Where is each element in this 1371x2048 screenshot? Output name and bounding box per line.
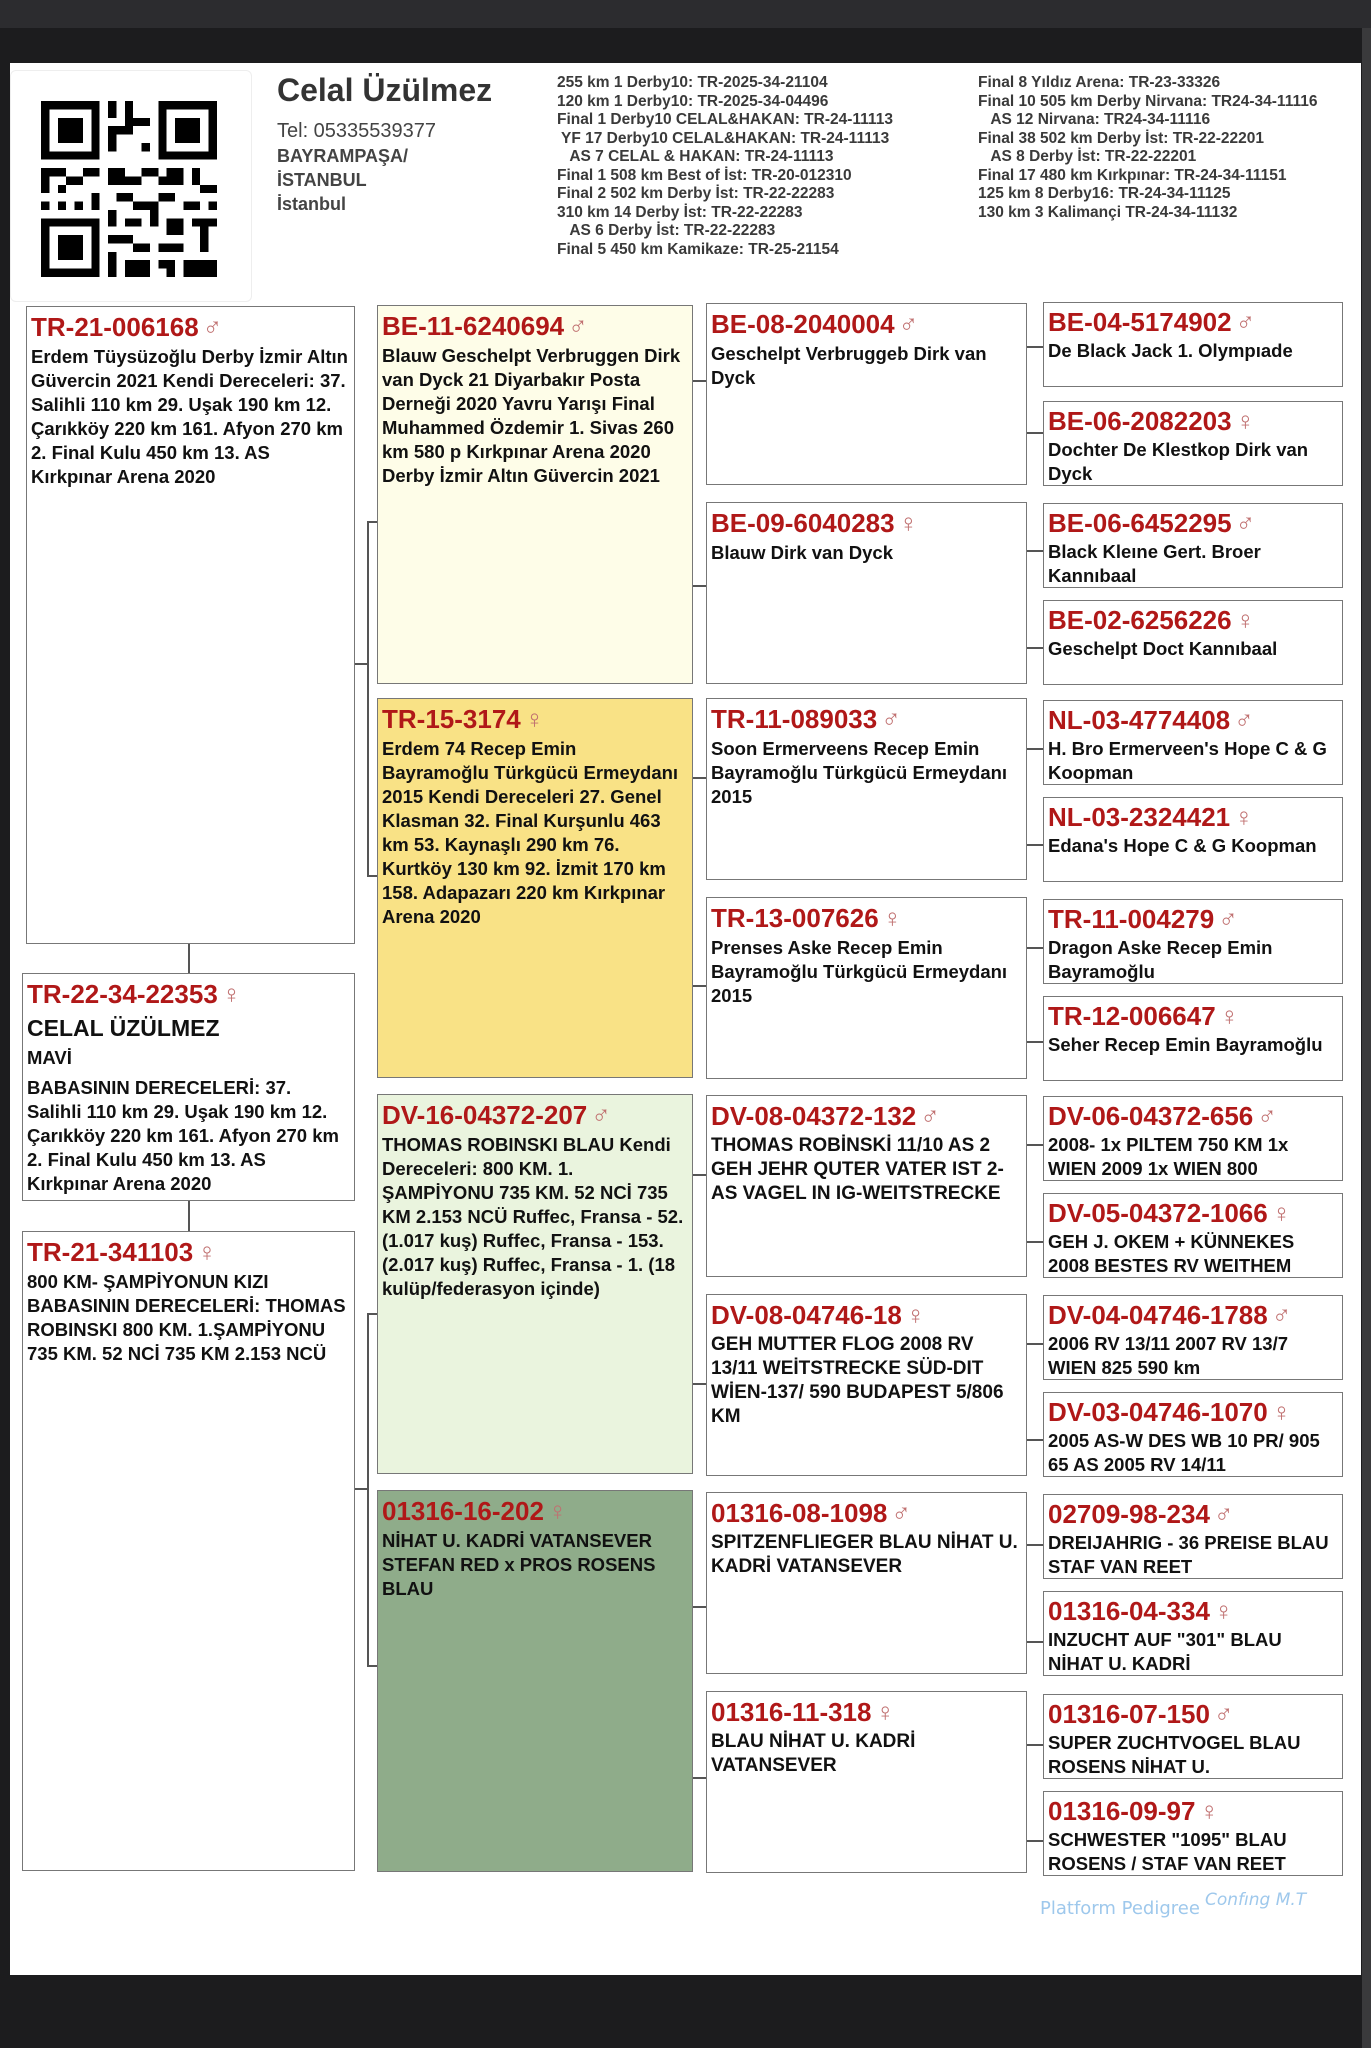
pedigree-card-gen4[interactable] bbox=[1043, 1392, 1343, 1477]
connector bbox=[188, 944, 190, 974]
pigeon-color: MAVİ bbox=[27, 1047, 72, 1068]
male-icon: ♂ bbox=[891, 1498, 911, 1528]
pedigree-card-gen4[interactable] bbox=[1043, 1791, 1343, 1876]
pedigree-card-gen3[interactable] bbox=[706, 698, 1027, 880]
pedigree-card-gen3[interactable] bbox=[706, 502, 1027, 684]
pigeon-description: INZUCHT AUF "301" BLAU NİHAT U. KADRİ bbox=[1048, 1629, 1282, 1674]
connector bbox=[1027, 947, 1043, 949]
pedigree-card-gen4[interactable] bbox=[1043, 1591, 1343, 1676]
female-icon: ♀ bbox=[1271, 1198, 1292, 1228]
ring-number: 02709-98-234 bbox=[1048, 1499, 1210, 1529]
ring-number: 01316-04-334 bbox=[1048, 1596, 1210, 1626]
pedigree-card-gen4[interactable] bbox=[1043, 1193, 1343, 1278]
result-line: Final 1 Derby10 CELAL&HAKAN: TR-24-11113 bbox=[557, 111, 893, 128]
pigeon-description: Seher Recep Emin Bayramoğlu bbox=[1048, 1034, 1323, 1055]
pigeon-description: SCHWESTER "1095" BLAU ROSENS / STAF VAN REET bbox=[1048, 1829, 1287, 1874]
connector bbox=[1027, 432, 1043, 434]
connector bbox=[355, 1488, 367, 1490]
ring-number: BE-09-6040283 bbox=[711, 508, 895, 538]
config-watermark: Confıng M.T bbox=[1205, 1890, 1307, 1910]
connector bbox=[1027, 647, 1043, 649]
pedigree-card-gen4[interactable] bbox=[1043, 600, 1343, 685]
pigeon-description: Erdem 74 Recep Emin Bayramoğlu Türkgücü Ermeydanı 2015 Kendi Dereceleri 27. Genel Klasman 32. Final Kurşunlu 463 km 53. Kaynaşlı 290 km 76. Kurtköy 130 km 92. İzmit 170 km 158. Adapazarı 220 km Kırkpınar Arena 2020 bbox=[382, 738, 679, 927]
male-icon: ♂ bbox=[1213, 1699, 1234, 1729]
male-icon: ♂ bbox=[1218, 904, 1238, 934]
connector bbox=[693, 1174, 706, 1176]
pedigree-card-gen4[interactable] bbox=[1043, 302, 1343, 387]
result-line: Final 1 508 km Best of İst: TR-20-012310 bbox=[557, 166, 852, 184]
ring-number: DV-08-04746-18 bbox=[711, 1300, 902, 1330]
female-icon: ♀ bbox=[1199, 1796, 1219, 1826]
male-icon: ♂ bbox=[1235, 508, 1256, 538]
pedigree-card-gen4[interactable] bbox=[1043, 1295, 1343, 1380]
pedigree-card-dam-dam[interactable] bbox=[377, 1490, 693, 1872]
connector bbox=[355, 663, 367, 665]
result-line: Final 38 502 km Derby İst: TR-22-22201 bbox=[978, 129, 1265, 147]
connector bbox=[1027, 748, 1043, 750]
male-icon: ♂ bbox=[1234, 705, 1254, 735]
result-line: Final 17 480 km Kırkpınar: TR-24-34-11151 bbox=[978, 166, 1287, 184]
connector bbox=[1027, 1439, 1043, 1441]
ring-number: DV-06-04372-656 bbox=[1048, 1101, 1254, 1131]
results-list-right bbox=[978, 74, 1317, 222]
pedigree-card-gen4[interactable] bbox=[1043, 1494, 1343, 1579]
ring-number: TR-22-34-22353 bbox=[27, 979, 218, 1009]
female-icon: ♀ bbox=[221, 979, 242, 1009]
ring-number: 01316-16-202 bbox=[382, 1496, 544, 1526]
male-icon: ♂ bbox=[1271, 1300, 1292, 1330]
pedigree-card-subject[interactable] bbox=[22, 973, 355, 1201]
ring-number: NL-03-2324421 bbox=[1048, 802, 1231, 832]
pigeon-description: Geschelpt Doct Kannıbaal bbox=[1048, 638, 1278, 659]
female-icon: ♀ bbox=[1235, 605, 1256, 635]
result-line: AS 8 Derby İst: TR-22-22201 bbox=[978, 148, 1197, 165]
pedigree-card-sire[interactable] bbox=[26, 306, 355, 944]
pigeon-description: Dragon Aske Recep Emin Bayramoğlu bbox=[1048, 937, 1273, 982]
qr-card bbox=[10, 70, 252, 302]
pedigree-card-gen3[interactable] bbox=[706, 1095, 1027, 1277]
qr-code-icon bbox=[41, 101, 217, 277]
pigeon-name: CELAL ÜZÜLMEZ bbox=[27, 1015, 220, 1041]
ring-number: BE-11-6240694 bbox=[382, 311, 565, 341]
connector bbox=[693, 1777, 706, 1779]
ring-number: BE-08-2040004 bbox=[711, 309, 895, 339]
pigeon-description: 800 KM- ŞAMPİYONUN KIZI BABASININ DERECELERİ: THOMAS ROBINSKI 800 KM. 1.ŞAMPİYONU 735 KM. 52 NCİ 735 KM 2.153 NCÜ bbox=[27, 1271, 346, 1364]
connector bbox=[693, 380, 706, 382]
male-icon: ♂ bbox=[881, 704, 901, 734]
pigeon-description: Blauw Geschelpt Verbruggen Dirk van Dyck 21 Diyarbakır Posta Derneği 2020 Yavru Yarışı Final Muhammed Özdemir 1. Sivas 260 km 580 p Kırkpınar Arena 2020 Derby İzmir Altın Güvercin 2021 bbox=[382, 345, 681, 486]
pedigree-card-gen3[interactable] bbox=[706, 1492, 1027, 1674]
result-line: Final 2 502 km Derby İst: TR-22-22283 bbox=[557, 185, 835, 202]
connector bbox=[1027, 1641, 1043, 1643]
pigeon-description: SUPER ZUCHTVOGEL BLAU ROSENS NİHAT U. bbox=[1048, 1732, 1301, 1777]
pigeon-description: 2005 AS-W DES WB 10 PR/ 905 65 AS 2005 RV 14/11 bbox=[1048, 1430, 1320, 1475]
connector bbox=[693, 585, 706, 587]
ring-number: TR-11-004279 bbox=[1048, 904, 1215, 934]
pedigree-card-gen4[interactable] bbox=[1043, 1694, 1343, 1779]
owner-address-2: İSTANBUL bbox=[277, 170, 367, 190]
results-list-left bbox=[557, 74, 893, 259]
pigeon-description: Blauw Dirk van Dyck bbox=[711, 542, 893, 563]
male-icon: ♂ bbox=[920, 1101, 940, 1131]
result-line: Final 8 Yıldız Arena: TR-23-33326 bbox=[978, 74, 1221, 91]
result-line: 125 km 8 Derby16: TR-24-34-11125 bbox=[978, 185, 1231, 202]
pigeon-description: 2006 RV 13/11 2007 RV 13/7 WIEN 825 590 km bbox=[1048, 1333, 1289, 1378]
pigeon-description: THOMAS ROBİNSKİ 11/10 AS 2 GEH JEHR QUTER VATER IST 2-AS VAGEL IN IG-WEITSTRECKE bbox=[711, 1135, 1004, 1204]
pigeon-description: BABASININ DERECELERİ: 37. Salihli 110 km 29. Uşak 190 km 12. Çarıkköy 220 km 161. Afyon 270 km 2. Final Kulu 450 km 13. AS Kırkpınar Arena 2020 bbox=[27, 1077, 339, 1194]
ring-number: 01316-11-318 bbox=[711, 1697, 872, 1727]
ring-number: DV-03-04746-1070 bbox=[1048, 1397, 1268, 1427]
ring-number: 01316-07-150 bbox=[1048, 1699, 1210, 1729]
male-icon: ♂ bbox=[568, 311, 588, 341]
ring-number: 01316-08-1098 bbox=[711, 1498, 888, 1528]
male-icon: ♂ bbox=[591, 1100, 611, 1130]
ring-number: DV-08-04372-132 bbox=[711, 1101, 917, 1131]
ring-number: BE-06-2082203 bbox=[1048, 406, 1232, 436]
connector bbox=[693, 1606, 706, 1608]
connector bbox=[693, 985, 706, 987]
female-icon: ♀ bbox=[1213, 1596, 1234, 1626]
female-icon: ♀ bbox=[898, 508, 919, 538]
pedigree-card-dam-sire[interactable] bbox=[377, 1094, 693, 1474]
connector bbox=[693, 1383, 706, 1385]
pigeon-description: Erdem Tüysüzoğlu Derby İzmir Altın Güvercin 2021 Kendi Dereceleri: 37. Salihli 110 km 29. Uşak 190 km 12. Çarıkköy 220 km 161. Afyon 270 km 2. Final Kulu 450 km 13. AS Kırkpınar Arena 2020 bbox=[31, 346, 348, 487]
ring-number: TR-13-007626 bbox=[711, 903, 879, 933]
pigeon-description: De Black Jack 1. Olympıade bbox=[1048, 340, 1293, 361]
connector bbox=[693, 777, 706, 779]
female-icon: ♀ bbox=[905, 1300, 926, 1330]
connector bbox=[1027, 1840, 1043, 1842]
result-line: Final 10 505 km Derby Nirvana: TR24-34-11116 bbox=[978, 92, 1318, 110]
connector bbox=[1027, 1343, 1043, 1345]
pedigree-card-gen4[interactable] bbox=[1043, 797, 1343, 882]
owner-address-1: BAYRAMPAŞA/ bbox=[277, 146, 409, 166]
pedigree-card-gen3[interactable] bbox=[706, 303, 1027, 485]
connector bbox=[1027, 346, 1043, 348]
female-icon: ♀ bbox=[1271, 1397, 1292, 1427]
connector bbox=[367, 1665, 377, 1667]
ring-number: TR-12-006647 bbox=[1048, 1001, 1216, 1031]
result-line: AS 7 CELAL & HAKAN: TR-24-11113 bbox=[557, 148, 834, 165]
ring-number: 01316-09-97 bbox=[1048, 1796, 1196, 1826]
ring-number: TR-15-3174 bbox=[382, 704, 521, 734]
pigeon-description: Soon Ermerveens Recep Emin Bayramoğlu Türkgücü Ermeydanı 2015 bbox=[711, 738, 1008, 807]
ring-number: BE-04-5174902 bbox=[1048, 307, 1232, 337]
result-line: AS 6 Derby İst: TR-22-22283 bbox=[557, 222, 776, 239]
ring-number: TR-11-089033 bbox=[711, 704, 878, 734]
connector bbox=[367, 1313, 377, 1315]
pedigree-card-gen3[interactable] bbox=[706, 897, 1027, 1079]
connector bbox=[367, 1313, 369, 1667]
result-line: AS 12 Nirvana: TR24-34-11116 bbox=[978, 111, 1211, 128]
pigeon-description: Dochter De Klestkop Dirk van Dyck bbox=[1048, 439, 1309, 484]
pedigree-card-dam[interactable] bbox=[22, 1231, 355, 1871]
owner-city: İstanbul bbox=[277, 194, 347, 214]
female-icon: ♀ bbox=[547, 1496, 568, 1526]
female-icon: ♀ bbox=[1219, 1001, 1240, 1031]
connector bbox=[1027, 1544, 1043, 1546]
pigeon-description: Prenses Aske Recep Emin Bayramoğlu Türkgücü Ermeydanı 2015 bbox=[711, 937, 1008, 1006]
connector bbox=[367, 875, 377, 877]
female-icon: ♀ bbox=[197, 1237, 217, 1267]
result-line: YF 17 Derby10 CELAL&HAKAN: TR-24-11113 bbox=[557, 129, 890, 147]
male-icon: ♂ bbox=[202, 312, 223, 342]
male-icon: ♂ bbox=[1257, 1101, 1277, 1131]
pigeon-description: Geschelpt Verbruggeb Dirk van Dyck bbox=[711, 343, 987, 388]
ring-number: BE-02-6256226 bbox=[1048, 605, 1232, 635]
connector bbox=[1027, 1744, 1043, 1746]
connector bbox=[1027, 550, 1043, 552]
ring-number: DV-05-04372-1066 bbox=[1048, 1198, 1268, 1228]
pedigree-card-gen4[interactable] bbox=[1043, 996, 1343, 1081]
pigeon-description: THOMAS ROBINSKI BLAU Kendi Dereceleri: 800 KM. 1. ŞAMPİYONU 735 KM. 52 NCİ 735 KM 2.153 NCÜ Ruffec, Fransa - 52. (1.017 kuş) Ruffec, Fransa - 153. (2.017 kuş) Ruffec, Fransa - 1. (18 kulüp/federasyon içinde) bbox=[382, 1134, 684, 1299]
owner-name: Celal Üzülmez bbox=[277, 72, 493, 108]
pigeon-description: SPITZENFLIEGER BLAU NİHAT U. KADRİ VATANSEVER bbox=[711, 1532, 1018, 1577]
connector bbox=[188, 1200, 190, 1232]
pigeon-description: GEH J. OKEM + KÜNNEKES 2008 BESTES RV WEITHEM bbox=[1048, 1231, 1295, 1276]
pedigree-card-gen3[interactable] bbox=[706, 1294, 1027, 1476]
male-icon: ♂ bbox=[1235, 307, 1256, 337]
pigeon-description: Edana's Hope C & G Koopman bbox=[1048, 835, 1317, 856]
result-line: 255 km 1 Derby10: TR-2025-34-21104 bbox=[557, 74, 828, 91]
connector bbox=[367, 521, 377, 523]
pigeon-description: DREIJAHRIG - 36 PREISE BLAU STAF VAN REET bbox=[1048, 1532, 1329, 1577]
pigeon-description: Black Kleıne Gert. Broer Kannıbaal bbox=[1048, 541, 1261, 586]
connector bbox=[367, 521, 369, 877]
ring-number: NL-03-4774408 bbox=[1048, 705, 1231, 735]
result-line: 120 km 1 Derby10: TR-2025-34-04496 bbox=[557, 92, 829, 110]
female-icon: ♀ bbox=[1234, 802, 1254, 832]
ring-number: DV-16-04372-207 bbox=[382, 1100, 588, 1130]
pedigree-card-gen4[interactable] bbox=[1043, 503, 1343, 588]
pedigree-card-sire-sire[interactable] bbox=[377, 305, 693, 684]
ring-number: TR-21-006168 bbox=[31, 312, 199, 342]
top-bar bbox=[0, 0, 1371, 28]
pedigree-card-sire-dam[interactable] bbox=[377, 698, 693, 1078]
result-line: 310 km 14 Derby İst: TR-22-22283 bbox=[557, 203, 803, 221]
pedigree-card-gen4[interactable] bbox=[1043, 700, 1343, 785]
connector bbox=[1027, 844, 1043, 846]
pedigree-card-gen4[interactable] bbox=[1043, 899, 1343, 984]
pedigree-card-gen4[interactable] bbox=[1043, 1096, 1343, 1181]
platform-pedigree-watermark: Platform Pedigree bbox=[1040, 1898, 1200, 1919]
male-icon: ♂ bbox=[898, 309, 919, 339]
pigeon-description: H. Bro Ermerveen's Hope C & G Koopman bbox=[1048, 738, 1327, 783]
ring-number: TR-21-341103 bbox=[27, 1237, 194, 1267]
female-icon: ♀ bbox=[1235, 406, 1256, 436]
pedigree-card-gen3[interactable] bbox=[706, 1691, 1027, 1873]
female-icon: ♀ bbox=[524, 704, 545, 734]
male-icon: ♂ bbox=[1213, 1499, 1234, 1529]
connector bbox=[1027, 1041, 1043, 1043]
pigeon-description: BLAU NİHAT U. KADRİ VATANSEVER bbox=[711, 1731, 916, 1776]
pigeon-description: NİHAT U. KADRİ VATANSEVER STEFAN RED x PROS ROSENS BLAU bbox=[382, 1530, 656, 1599]
owner-phone: Tel: 05335539377 bbox=[277, 120, 437, 142]
connector bbox=[1027, 1241, 1043, 1243]
pedigree-card-gen4[interactable] bbox=[1043, 401, 1343, 486]
female-icon: ♀ bbox=[882, 903, 903, 933]
connector bbox=[1027, 1144, 1043, 1146]
scrollbar[interactable] bbox=[1362, 28, 1371, 2048]
pigeon-description: GEH MUTTER FLOG 2008 RV 13/11 WEİTSTRECKE SÜD-DIT WİEN-137/ 590 BUDAPEST 5/806 KM bbox=[711, 1334, 1004, 1427]
ring-number: BE-06-6452295 bbox=[1048, 508, 1232, 538]
result-line: 130 km 3 Kalimançi TR-24-34-11132 bbox=[978, 203, 1238, 221]
female-icon: ♀ bbox=[875, 1697, 895, 1727]
ring-number: DV-04-04746-1788 bbox=[1048, 1300, 1268, 1330]
result-line: Final 5 450 km Kamikaze: TR-25-21154 bbox=[557, 240, 839, 258]
pigeon-description: 2008- 1x PILTEM 750 KM 1x WIEN 2009 1x WIEN 800 bbox=[1048, 1134, 1289, 1179]
